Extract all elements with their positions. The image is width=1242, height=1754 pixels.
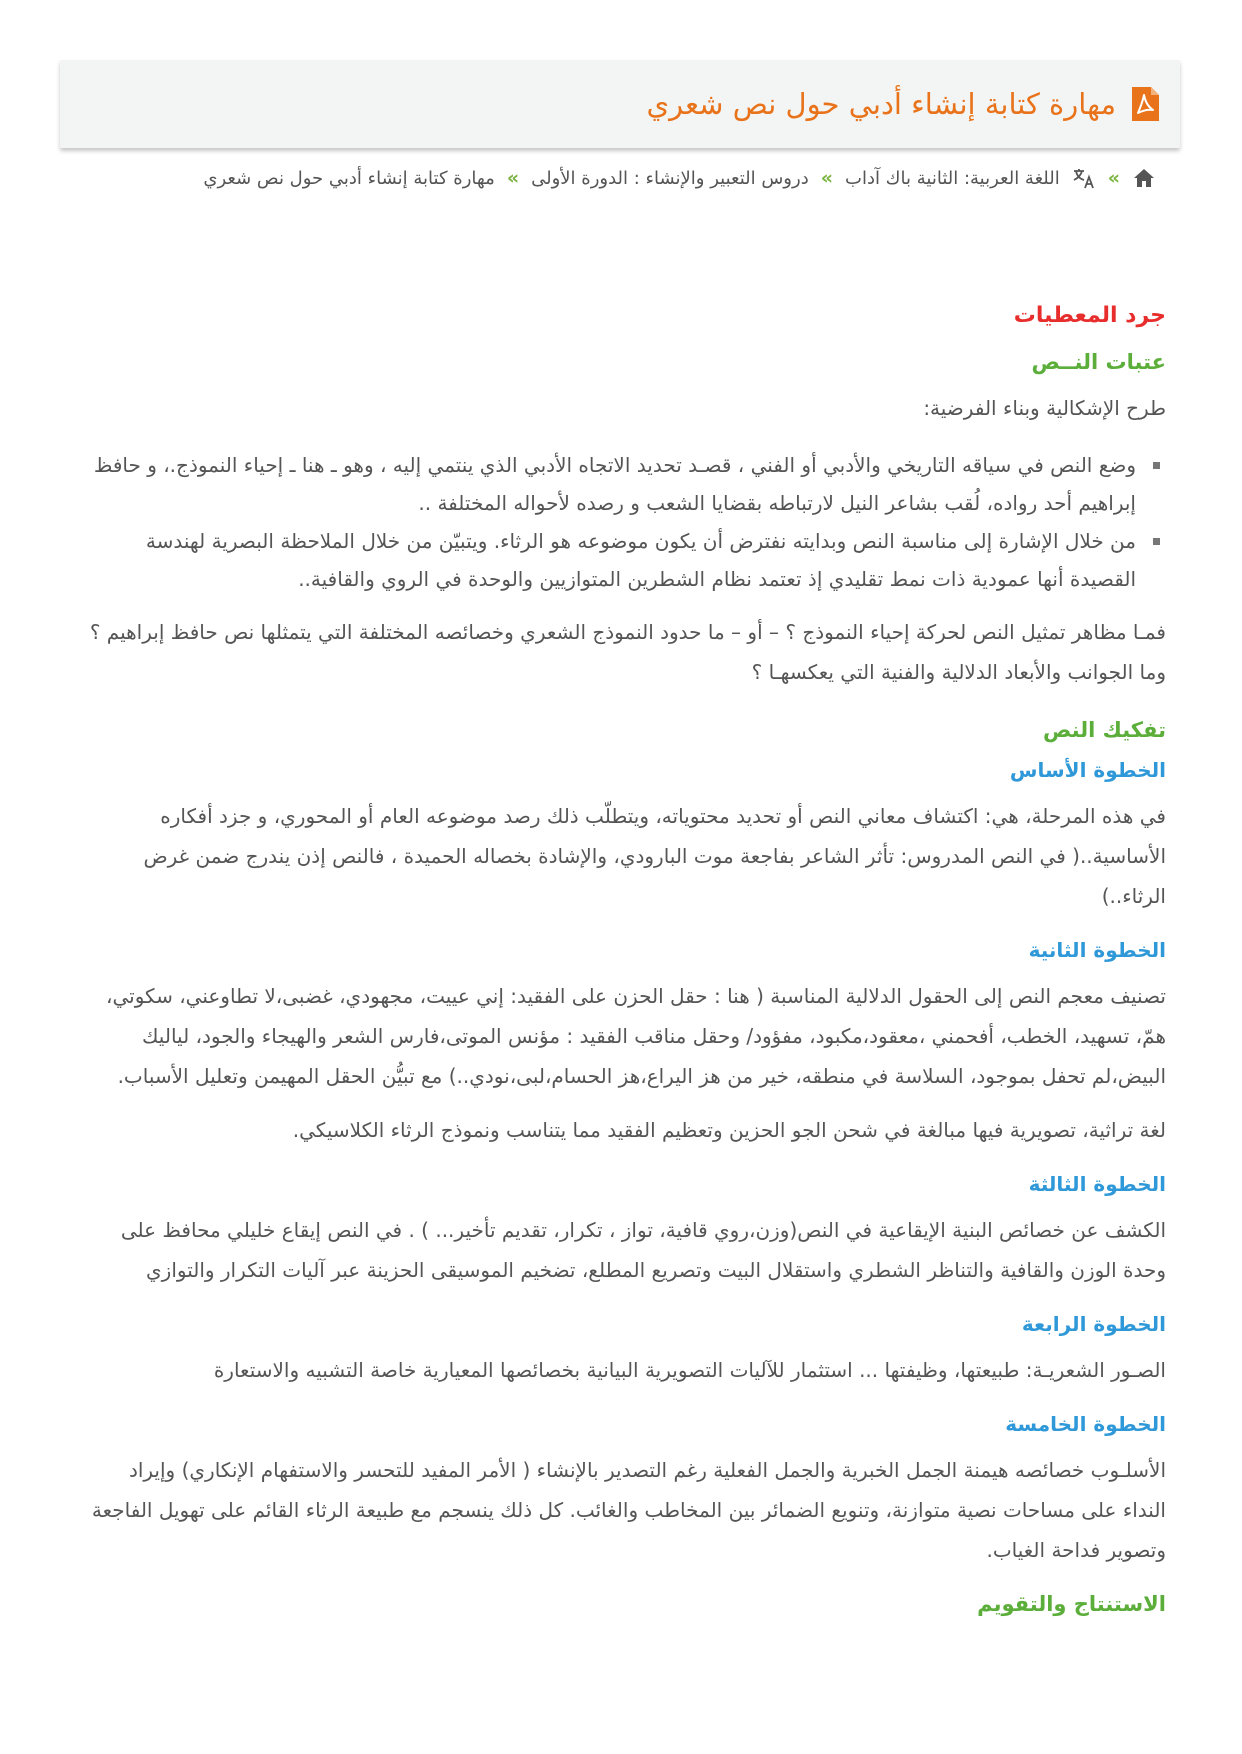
breadcrumb-separator: » [820,167,833,189]
step-text-second: تصنيف معجم النص إلى الحقول الدلالية المناسبة ( هنا : حقل الحزن على الفقيد: إني عييت، مجهودي، غضبى،لا تطاوعني، سكوتي، همّ، تسهيد، الخطب، أفحمني ،معقود،مكبود، مفؤود/ وحقل مناقب الفقيد : مؤنس الموتى،فارس الشعر والهيجاء والجود، لياليك البيض،لم تحفل بموجود، السلاسة في منطقه، خير من هز اليراع،هز الحسام،لبى،نودي..) مع تبيُّن الحقل المهيمن وتعليل الأسباب. [106,984,1166,1088]
bullet-item: من خلال الإشارة إلى مناسبة النص وبدايته نفترض أن يكون موضوعه هو الرثاء. ويتبيّن من خلال الملاحظة البصرية لهندسة القصيدة أنها عمودية ذات نمط تقليدي إذ تعتمد نظام الشطرين المتوازيين والوحدة في الروي والقافية.. [86,522,1136,598]
section-heading-conclusion: الاستنتاج والتقويم [977,1592,1166,1616]
section-heading-thresholds: عتبات النــص [1031,350,1166,374]
section-heading-deconstruct: تفكيك النص [1043,718,1166,742]
step-title-second: الخطوة الثانية [1028,938,1166,962]
pdf-icon[interactable] [1130,86,1160,122]
breadcrumb-separator: » [506,167,520,189]
step-text-basic: في هذه المرحلة، هي: اكتشاف معاني النص أو تحديد محتوياته، ويتطلّب ذلك رصد موضوعه العام أو المحوري، و جزد أفكاره الأساسية..( في النص المدروس: تأثر الشاعر بفاجعة موت البارودي، والإشادة بخصاله الحميدة ، فالنص إذن يندرج ضمن غرض الرثاء..) [143,804,1166,908]
step-text-second-language: لغة تراثية، تصويرية فيها مبالغة في شحن الجو الحزين وتعظيم الفقيد مما يتناسب ونموذج الرثاء الكلاسيكي. [292,1118,1166,1142]
problem-questions: فمـا مظاهر تمثيل النص لحركة إحياء النموذج ؟ – أو – ما حدود النموذج الشعري وخصائصه المختلفة التي يتمثلها نص حافظ إبراهيم ؟ وما الجوانب والأبعاد الدلالية والفنية التي يعكسهـا ؟ [89,620,1166,684]
article-body [86,296,1166,1624]
home-icon[interactable] [1132,166,1156,190]
problem-intro: طرح الإشكالية وبناء الفرضية: [923,396,1166,420]
step-text-third: الكشف عن خصائص البنية الإيقاعية في النص(وزن،روي قافية، تواز ، تكرار، تقديم تأخير... ) . في النص إيقاع خليلي محافظ على وحدة الوزن والقافية والتناظر الشطري واستقلال البيت وتصريع المطلع، تضخيم الموسيقى الحزينة عبر آليات التكرار والتوازي [120,1218,1166,1282]
step-title-basic: الخطوة الأساس [1009,758,1166,782]
step-title-fourth: الخطوة الرابعة [1021,1312,1166,1336]
breadcrumb-item-arabic-2bac[interactable]: اللغة العربية: الثانية باك آداب [845,167,1060,189]
step-text-fourth: الصـور الشعريـة: طبيعتها، وظيفتها ... استثمار للآليات التصويرية البيانية بخصائصها المعيارية خاصة التشبيه والاستعارة [213,1358,1166,1382]
bullet-list [86,446,1166,598]
title-bar [60,60,1180,148]
breadcrumb-item-current: مهارة كتابة إنشاء أدبي حول نص شعري [203,167,495,189]
step-text-fifth: الأسلـوب خصائصه هيمنة الجمل الخبرية والجمل الفعلية رغم التصدير بالإنشاء ( الأمر المفيد للتحسر والاستفهام الإنكاري) وإيراد النداء على مساحات نصية متوازنة، وتنويع الضمائر بين المخاطب والغائب. كل ذلك ينسجم مع طبيعة الرثاء القائم على تهويل الفاجعة وتصوير فداحة الغياب. [91,1458,1166,1562]
breadcrumb [60,166,1156,190]
step-title-third: الخطوة الثالثة [1028,1172,1166,1196]
breadcrumb-separator: » [1107,167,1120,189]
step-title-fifth: الخطوة الخامسة [1005,1412,1166,1436]
section-heading-inventory: جرد المعطيات [1013,303,1166,328]
bullet-item: وضع النص في سياقه التاريخي والأدبي أو الفني ، قصـد تحديد الاتجاه الأدبي الذي ينتمي إليه ، وهو ـ هنا ـ إحياء النموذج.، و حافظ إبراهيم أحد رواده، لُقب بشاعر النيل لارتباطه بقضايا الشعب و رصده لأحواله المختلفة .. [86,446,1136,522]
translate-icon [1072,166,1096,190]
breadcrumb-item-expression-lessons[interactable]: دروس التعبير والإنشاء : الدورة الأولى [531,167,809,189]
page-title: مهارة كتابة إنشاء أدبي حول نص شعري [646,87,1116,121]
